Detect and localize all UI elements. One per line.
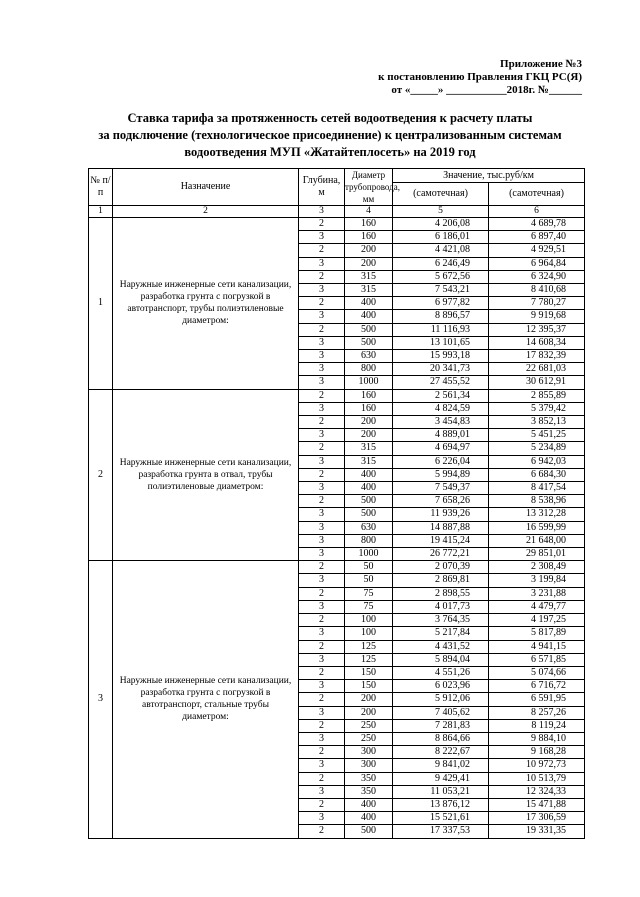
appendix-number: Приложение №3 xyxy=(500,58,582,70)
value-cell-2: 8 410,68 xyxy=(489,284,585,297)
depth-cell: 2 xyxy=(299,416,345,429)
diameter-cell: 630 xyxy=(345,521,393,534)
value-cell-2: 17 832,39 xyxy=(489,350,585,363)
value-cell-1: 5 912,06 xyxy=(393,693,489,706)
table-row xyxy=(89,389,585,402)
value-cell-2: 3 852,13 xyxy=(489,416,585,429)
document-title xyxy=(60,110,600,161)
diameter-cell: 250 xyxy=(345,732,393,745)
value-cell-2: 4 929,51 xyxy=(489,244,585,257)
col-number: 2 xyxy=(113,206,299,218)
depth-cell: 3 xyxy=(299,680,345,693)
value-cell-2: 4 479,77 xyxy=(489,600,585,613)
diameter-cell: 400 xyxy=(345,482,393,495)
depth-cell: 2 xyxy=(299,587,345,600)
value-cell-1: 19 415,24 xyxy=(393,534,489,547)
value-cell-1: 11 053,21 xyxy=(393,785,489,798)
diameter-cell: 315 xyxy=(345,270,393,283)
diameter-cell: 50 xyxy=(345,574,393,587)
col-number: 4 xyxy=(345,206,393,218)
depth-cell: 3 xyxy=(299,521,345,534)
appendix-header xyxy=(378,58,582,97)
value-cell-2: 16 599,99 xyxy=(489,521,585,534)
depth-cell: 3 xyxy=(299,706,345,719)
diameter-cell: 75 xyxy=(345,587,393,600)
depth-cell: 2 xyxy=(299,746,345,759)
depth-cell: 2 xyxy=(299,561,345,574)
value-cell-1: 3 764,35 xyxy=(393,614,489,627)
value-cell-1: 4 017,73 xyxy=(393,600,489,613)
value-cell-1: 2 070,39 xyxy=(393,561,489,574)
value-cell-1: 5 994,89 xyxy=(393,468,489,481)
diameter-cell: 160 xyxy=(345,389,393,402)
depth-cell: 3 xyxy=(299,574,345,587)
diameter-cell: 150 xyxy=(345,680,393,693)
col-number: 1 xyxy=(89,206,113,218)
value-cell-2: 3 199,84 xyxy=(489,574,585,587)
value-cell-2: 30 612,91 xyxy=(489,376,585,389)
value-cell-2: 29 851,01 xyxy=(489,548,585,561)
depth-cell: 3 xyxy=(299,732,345,745)
depth-cell: 3 xyxy=(299,402,345,415)
value-cell-1: 15 993,18 xyxy=(393,350,489,363)
value-cell-1: 4 206,08 xyxy=(393,218,489,231)
group-description: Наружные инженерные сети канализации, разработка грунта с погрузкой в автотранспорт, стальные трубы диаметром: xyxy=(113,561,299,838)
value-cell-2: 4 941,15 xyxy=(489,640,585,653)
value-cell-1: 13 876,12 xyxy=(393,798,489,811)
value-cell-1: 4 889,01 xyxy=(393,429,489,442)
diameter-cell: 125 xyxy=(345,653,393,666)
value-cell-2: 8 257,26 xyxy=(489,706,585,719)
diameter-cell: 200 xyxy=(345,416,393,429)
appendix-date: от «_____» ___________2018г. №______ xyxy=(391,84,582,96)
value-cell-1: 4 431,52 xyxy=(393,640,489,653)
value-cell-1: 11 116,93 xyxy=(393,323,489,336)
depth-cell: 3 xyxy=(299,785,345,798)
value-cell-2: 4 689,78 xyxy=(489,218,585,231)
depth-cell: 3 xyxy=(299,455,345,468)
depth-cell: 3 xyxy=(299,231,345,244)
value-cell-2: 8 119,24 xyxy=(489,719,585,732)
value-cell-2: 6 897,40 xyxy=(489,231,585,244)
value-cell-2: 2 308,49 xyxy=(489,561,585,574)
diameter-cell: 250 xyxy=(345,719,393,732)
value-cell-1: 2 869,81 xyxy=(393,574,489,587)
depth-cell: 3 xyxy=(299,482,345,495)
diameter-cell: 400 xyxy=(345,297,393,310)
value-cell-2: 9 168,28 xyxy=(489,746,585,759)
diameter-cell: 160 xyxy=(345,402,393,415)
diameter-cell: 200 xyxy=(345,257,393,270)
value-cell-1: 7 281,83 xyxy=(393,719,489,732)
diameter-cell: 400 xyxy=(345,468,393,481)
value-cell-2: 17 306,59 xyxy=(489,812,585,825)
value-cell-1: 13 101,65 xyxy=(393,336,489,349)
diameter-cell: 300 xyxy=(345,746,393,759)
value-cell-2: 5 451,25 xyxy=(489,429,585,442)
depth-cell: 2 xyxy=(299,244,345,257)
depth-cell: 2 xyxy=(299,270,345,283)
value-cell-2: 8 417,54 xyxy=(489,482,585,495)
diameter-cell: 350 xyxy=(345,785,393,798)
value-cell-2: 9 919,68 xyxy=(489,310,585,323)
value-cell-2: 10 972,73 xyxy=(489,759,585,772)
value-cell-1: 7 549,37 xyxy=(393,482,489,495)
value-cell-2: 19 331,35 xyxy=(489,825,585,838)
diameter-cell: 1000 xyxy=(345,548,393,561)
diameter-cell: 1000 xyxy=(345,376,393,389)
value-cell-1: 5 217,84 xyxy=(393,627,489,640)
depth-cell: 3 xyxy=(299,429,345,442)
header-sub-1: (самотечная) xyxy=(393,183,489,206)
depth-cell: 2 xyxy=(299,218,345,231)
value-cell-1: 4 421,08 xyxy=(393,244,489,257)
value-cell-1: 3 454,83 xyxy=(393,416,489,429)
depth-cell: 2 xyxy=(299,389,345,402)
depth-cell: 3 xyxy=(299,363,345,376)
depth-cell: 3 xyxy=(299,534,345,547)
table-row xyxy=(89,218,585,231)
title-line-3: водоотведения МУП «Жатайтеплосеть» на 2019 год xyxy=(184,145,476,159)
depth-cell: 2 xyxy=(299,297,345,310)
diameter-cell: 300 xyxy=(345,759,393,772)
value-cell-2: 8 538,96 xyxy=(489,495,585,508)
value-cell-1: 4 824,59 xyxy=(393,402,489,415)
value-cell-2: 14 608,34 xyxy=(489,336,585,349)
depth-cell: 3 xyxy=(299,600,345,613)
depth-cell: 2 xyxy=(299,719,345,732)
depth-cell: 2 xyxy=(299,614,345,627)
depth-cell: 3 xyxy=(299,759,345,772)
value-cell-2: 21 648,00 xyxy=(489,534,585,547)
column-number-row xyxy=(89,206,585,218)
header-diameter: Диаметр трубопровода, мм xyxy=(345,170,400,204)
value-cell-1: 27 455,52 xyxy=(393,376,489,389)
table-header-row xyxy=(89,169,585,183)
diameter-cell: 400 xyxy=(345,812,393,825)
col-number: 6 xyxy=(489,206,585,218)
value-cell-2: 5 074,66 xyxy=(489,666,585,679)
value-cell-1: 2 561,34 xyxy=(393,389,489,402)
value-cell-2: 6 684,30 xyxy=(489,468,585,481)
header-depth: Глубина, м xyxy=(299,169,345,206)
diameter-cell: 500 xyxy=(345,825,393,838)
depth-cell: 2 xyxy=(299,825,345,838)
diameter-cell: 200 xyxy=(345,706,393,719)
appendix-resolution: к постановлению Правления ГКЦ РС(Я) xyxy=(378,71,582,83)
value-cell-2: 6 964,84 xyxy=(489,257,585,270)
title-line-2: за подключение (технологическое присоединение) к централизованным системам xyxy=(98,128,562,142)
value-cell-1: 4 551,26 xyxy=(393,666,489,679)
value-cell-1: 20 341,73 xyxy=(393,363,489,376)
value-cell-2: 12 395,37 xyxy=(489,323,585,336)
value-cell-1: 6 023,96 xyxy=(393,680,489,693)
group-number: 1 xyxy=(89,218,113,390)
diameter-cell: 315 xyxy=(345,455,393,468)
diameter-cell: 800 xyxy=(345,534,393,547)
tariff-table xyxy=(88,168,585,839)
value-cell-2: 7 780,27 xyxy=(489,297,585,310)
depth-cell: 3 xyxy=(299,257,345,270)
diameter-cell: 50 xyxy=(345,561,393,574)
diameter-cell: 200 xyxy=(345,244,393,257)
value-cell-1: 8 864,66 xyxy=(393,732,489,745)
group-number: 3 xyxy=(89,561,113,838)
value-cell-2: 4 197,25 xyxy=(489,614,585,627)
header-value: Значение, тыс.руб/км xyxy=(393,169,585,183)
value-cell-2: 2 855,89 xyxy=(489,389,585,402)
diameter-cell: 400 xyxy=(345,310,393,323)
depth-cell: 2 xyxy=(299,798,345,811)
depth-cell: 2 xyxy=(299,323,345,336)
value-cell-1: 8 222,67 xyxy=(393,746,489,759)
value-cell-1: 7 658,26 xyxy=(393,495,489,508)
diameter-cell: 500 xyxy=(345,495,393,508)
value-cell-1: 7 543,21 xyxy=(393,284,489,297)
value-cell-1: 17 337,53 xyxy=(393,825,489,838)
title-line-1: Ставка тарифа за протяженность сетей водоотведения к расчету платы xyxy=(127,111,533,125)
diameter-cell: 630 xyxy=(345,350,393,363)
diameter-cell: 800 xyxy=(345,363,393,376)
depth-cell: 3 xyxy=(299,548,345,561)
depth-cell: 3 xyxy=(299,376,345,389)
value-cell-1: 7 405,62 xyxy=(393,706,489,719)
value-cell-1: 11 939,26 xyxy=(393,508,489,521)
value-cell-1: 2 898,55 xyxy=(393,587,489,600)
diameter-cell: 315 xyxy=(345,442,393,455)
depth-cell: 2 xyxy=(299,640,345,653)
value-cell-1: 5 894,04 xyxy=(393,653,489,666)
depth-cell: 3 xyxy=(299,653,345,666)
depth-cell: 3 xyxy=(299,350,345,363)
value-cell-2: 6 571,85 xyxy=(489,653,585,666)
header-num: № п/п xyxy=(89,169,113,206)
diameter-cell: 500 xyxy=(345,323,393,336)
value-cell-2: 12 324,33 xyxy=(489,785,585,798)
value-cell-1: 8 896,57 xyxy=(393,310,489,323)
value-cell-2: 6 324,90 xyxy=(489,270,585,283)
group-number: 2 xyxy=(89,389,113,561)
table-row xyxy=(89,561,585,574)
depth-cell: 3 xyxy=(299,812,345,825)
diameter-cell: 75 xyxy=(345,600,393,613)
group-description: Наружные инженерные сети канализации, разработка грунта в отвал, трубы полиэтиленовые диаметром: xyxy=(113,389,299,561)
value-cell-2: 5 817,89 xyxy=(489,627,585,640)
depth-cell: 2 xyxy=(299,693,345,706)
value-cell-1: 15 521,61 xyxy=(393,812,489,825)
depth-cell: 2 xyxy=(299,495,345,508)
depth-cell: 2 xyxy=(299,666,345,679)
depth-cell: 3 xyxy=(299,336,345,349)
col-number: 3 xyxy=(299,206,345,218)
diameter-cell: 315 xyxy=(345,284,393,297)
value-cell-1: 6 186,01 xyxy=(393,231,489,244)
depth-cell: 2 xyxy=(299,772,345,785)
value-cell-2: 6 716,72 xyxy=(489,680,585,693)
diameter-cell: 100 xyxy=(345,627,393,640)
value-cell-2: 13 312,28 xyxy=(489,508,585,521)
diameter-cell: 500 xyxy=(345,336,393,349)
diameter-cell: 400 xyxy=(345,798,393,811)
value-cell-2: 22 681,03 xyxy=(489,363,585,376)
value-cell-1: 26 772,21 xyxy=(393,548,489,561)
value-cell-2: 6 942,03 xyxy=(489,455,585,468)
depth-cell: 3 xyxy=(299,508,345,521)
diameter-cell: 500 xyxy=(345,508,393,521)
diameter-cell: 125 xyxy=(345,640,393,653)
diameter-cell: 160 xyxy=(345,231,393,244)
col-number: 5 xyxy=(393,206,489,218)
header-sub-2: (самотечная) xyxy=(489,183,585,206)
depth-cell: 3 xyxy=(299,627,345,640)
group-description: Наружные инженерные сети канализации, разработка грунта с погрузкой в автотранспорт, трубы полиэтиленовые диаметром: xyxy=(113,218,299,390)
value-cell-2: 9 884,10 xyxy=(489,732,585,745)
value-cell-1: 6 246,49 xyxy=(393,257,489,270)
header-purpose: Назначение xyxy=(113,169,299,206)
diameter-cell: 100 xyxy=(345,614,393,627)
value-cell-1: 9 841,02 xyxy=(393,759,489,772)
value-cell-1: 9 429,41 xyxy=(393,772,489,785)
value-cell-1: 5 672,56 xyxy=(393,270,489,283)
value-cell-2: 3 231,88 xyxy=(489,587,585,600)
value-cell-2: 6 591,95 xyxy=(489,693,585,706)
value-cell-2: 15 471,88 xyxy=(489,798,585,811)
value-cell-1: 6 226,04 xyxy=(393,455,489,468)
value-cell-1: 4 694,97 xyxy=(393,442,489,455)
diameter-cell: 350 xyxy=(345,772,393,785)
diameter-cell: 200 xyxy=(345,429,393,442)
diameter-cell: 160 xyxy=(345,218,393,231)
depth-cell: 3 xyxy=(299,310,345,323)
depth-cell: 2 xyxy=(299,442,345,455)
depth-cell: 2 xyxy=(299,468,345,481)
diameter-cell: 200 xyxy=(345,693,393,706)
value-cell-2: 5 379,42 xyxy=(489,402,585,415)
value-cell-2: 10 513,79 xyxy=(489,772,585,785)
depth-cell: 3 xyxy=(299,284,345,297)
value-cell-1: 14 887,88 xyxy=(393,521,489,534)
value-cell-1: 6 977,82 xyxy=(393,297,489,310)
value-cell-2: 5 234,89 xyxy=(489,442,585,455)
diameter-cell: 150 xyxy=(345,666,393,679)
